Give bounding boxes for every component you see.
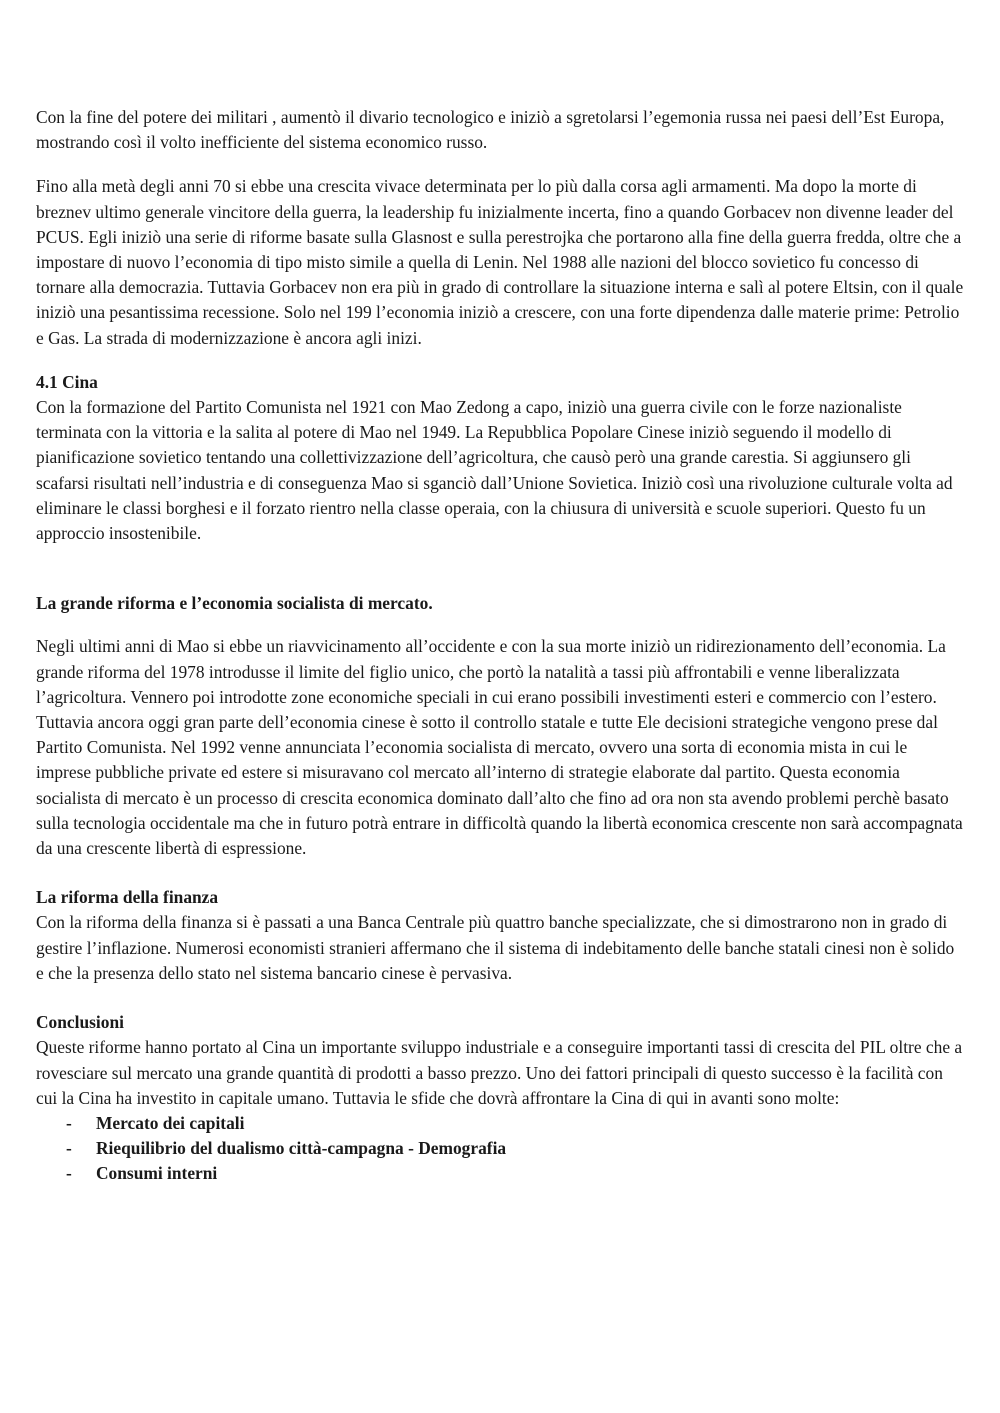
section-body-riforma: Negli ultimi anni di Mao si ebbe un riavvicinamento all’occidente e con la sua morte iniziò un ridirezionamento dell’economia. La grande riforma del 1978 introdusse il limite del figlio unico, che portò la natalità a tassi più affrontabili e venne liberalizzata l’agricoltura. Vennero poi introdotte zone economiche speciali in cui erano possibili investimenti esteri e commercio con l’estero. Tuttavia ancora oggi gran parte dell’economia cinese è sotto il controllo statale e tutte Ele decisioni strategiche vengono prese dal Partito Comunista. Nel 1992 venne annunciata l’economia socialista di mercato, ovvero una sorta di economia mista in cui le imprese pubbliche private ed estere si misuravano col mercato all’interno di strategie elaborate dal partito. Questa economia socialista di mercato è un processo di crescita economica dominato dall’alto che fino ad ora non sta avendo problemi perchè basato sulla tecnologia occidentale ma che in futuro potrà entrare in difficoltà quando la libertà economica crescente non sarà accompagnata da una crescente libertà di espressione. xyxy=(36,636,963,859)
section-body-cina: Con la formazione del Partito Comunista nel 1921 con Mao Zedong a capo, iniziò una guerra civile con le forze nazionaliste terminata con la vittoria e la salita al potere di Mao nel 1949. La Repubblica Popolare Cinese iniziò seguendo il modello di pianificazione sovietico tentando una collettivizzazione dell’agricoltura, che causò però una grande carestia. Si aggiunsero gli scafarsi risultati nell’industria e di conseguenza Mao si sganciò dall’Unione Sovietica. Iniziò così una rivoluzione culturale volta ad eliminare le classi borghesi e il forzato rientro nella classe operaia, con la chiusura di università e scuole superiori. Questo fu un approccio insostenibile. xyxy=(36,397,953,544)
section-title-finanza: La riforma della finanza xyxy=(36,887,219,908)
soviet-paragraph: Fino alla metà degli anni 70 si ebbe una crescita vivace determinata per lo più dalla corsa agli armamenti. Ma dopo la morte di breznev ultimo generale vincitore della guerra, la leadership fu inizialmente incerta, fino a quando Gorbacev non divenne leader del PCUS. Egli iniziò una serie di riforme basate sulla Glasnost e sulla perestrojka che portarono alla fine della guerra fredda, oltre che a impostare di nuovo l’economia di tipo misto simile a quella di Lenin. Nel 1988 alle nazioni del blocco sovietico fu concesso di tornare alla democrazia. Tuttavia Gorbacev non era più in grado di controllare la situazione interna e salì al potere Eltsin, con il quale iniziò una pesantissima recessione. Solo nel 199 l’economia iniziò a crescere, con una forte dipendenza dalle materie prime: Petrolio e Gas. La strada di modernizzazione è ancora agli inizi. xyxy=(36,176,964,348)
section-conclusioni xyxy=(36,1010,966,1186)
section-title-riforma: La grande riforma e l’economia socialista di mercato. xyxy=(36,593,433,614)
list-item-text: Consumi interni xyxy=(96,1163,218,1184)
list-item xyxy=(36,1111,966,1136)
list-dash: - xyxy=(66,1163,72,1184)
section-riforma xyxy=(36,591,966,861)
list-dash: - xyxy=(66,1138,72,1159)
section-cina xyxy=(36,370,966,546)
list-dash: - xyxy=(66,1112,72,1133)
section-finanza xyxy=(36,885,966,986)
list-item xyxy=(36,1136,966,1161)
document-page xyxy=(36,105,966,1187)
list-item-text: Mercato dei capitali xyxy=(96,1112,245,1133)
section-title-conclusioni: Conclusioni xyxy=(36,1012,124,1033)
list-item-text: Riequilibrio del dualismo città-campagna - Demografia xyxy=(96,1138,507,1159)
spacer xyxy=(36,546,966,591)
section-body-finanza: Con la riforma della finanza si è passati a una Banca Centrale più quattro banche specializzate, che si dimostrarono non in grado di gestire l’inflazione. Numerosi economisti stranieri affermano che il sistema di indebitamento delle banche statali cinesi non è solido e che la presenza dello stato nel sistema bancario cinese è pervasiva. xyxy=(36,912,955,983)
intro-paragraph: Con la fine del potere dei militari , aumentò il divario tecnologico e iniziò a sgretolarsi l’egemonia russa nei paesi dell’Est Europa, mostrando così il volto inefficiente del sistema economico russo. xyxy=(36,107,945,153)
challenges-list xyxy=(36,1111,966,1187)
section-title-cina: 4.1 Cina xyxy=(36,371,98,392)
section-body-conclusioni: Queste riforme hanno portato al Cina un importante sviluppo industriale e a conseguire importanti tassi di crescita del PIL oltre che a rovesciare sul mercato una grande quantità di prodotti a basso prezzo. Uno dei fattori principali di questo successo è la facilità con cui la Cina ha investito in capitale umano. Tuttavia le sfide che dovrà affrontare la Cina di qui in avanti sono molte: xyxy=(36,1037,963,1108)
list-item xyxy=(36,1161,966,1186)
